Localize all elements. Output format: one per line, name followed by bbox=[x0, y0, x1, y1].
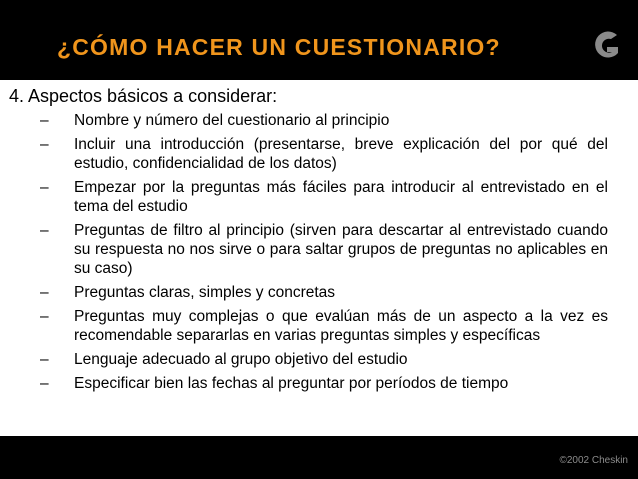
list-item bbox=[40, 135, 608, 173]
list-item bbox=[40, 283, 608, 302]
dash-bullet: – bbox=[40, 136, 49, 153]
list-item-text: Lenguaje adecuado al grupo objetivo del estudio bbox=[74, 351, 408, 368]
list-item bbox=[40, 111, 608, 130]
list-item bbox=[40, 350, 608, 369]
bullet-list bbox=[40, 111, 608, 398]
section-heading: 4. Aspectos básicos a considerar: bbox=[9, 86, 278, 106]
list-item-text: Incluir una introducción (presentarse, breve explicación del por qué del estudio, confidencialidad de los datos) bbox=[74, 136, 608, 172]
dash-bullet: – bbox=[40, 375, 49, 392]
dash-bullet: – bbox=[40, 308, 49, 325]
dash-bullet: – bbox=[40, 179, 49, 196]
slide-header bbox=[0, 0, 638, 80]
list-item-text: Empezar por la preguntas más fáciles para introducir al entrevistado en el tema del estudio bbox=[74, 179, 608, 215]
slide-content bbox=[0, 80, 638, 436]
list-item bbox=[40, 307, 608, 345]
list-item bbox=[40, 374, 608, 393]
dash-bullet: – bbox=[40, 351, 49, 368]
list-item-text: Preguntas claras, simples y concretas bbox=[74, 284, 336, 301]
copyright-notice: ©2002 Cheskin bbox=[559, 455, 628, 466]
list-item-text: Preguntas de filtro al principio (sirven para descartar al entrevistado cuando su respuesta no nos sirve o para saltar grupos de preguntas no aplicables en su caso) bbox=[74, 222, 608, 277]
list-item-text: Preguntas muy complejas o que evalúan más de un aspecto a la vez es recomendable separarlas en varias preguntas simples y específicas bbox=[74, 308, 608, 344]
cheskin-logo-icon bbox=[590, 26, 624, 66]
slide-title: ¿CÓMO HACER UN CUESTIONARIO? bbox=[57, 34, 501, 60]
list-item bbox=[40, 178, 608, 216]
slide-footer bbox=[0, 436, 638, 479]
list-item-text: Nombre y número del cuestionario al principio bbox=[74, 112, 390, 129]
dash-bullet: – bbox=[40, 222, 49, 239]
list-item-text: Especificar bien las fechas al preguntar por períodos de tiempo bbox=[74, 375, 509, 392]
list-item bbox=[40, 221, 608, 278]
dash-bullet: – bbox=[40, 284, 49, 301]
dash-bullet: – bbox=[40, 112, 49, 129]
